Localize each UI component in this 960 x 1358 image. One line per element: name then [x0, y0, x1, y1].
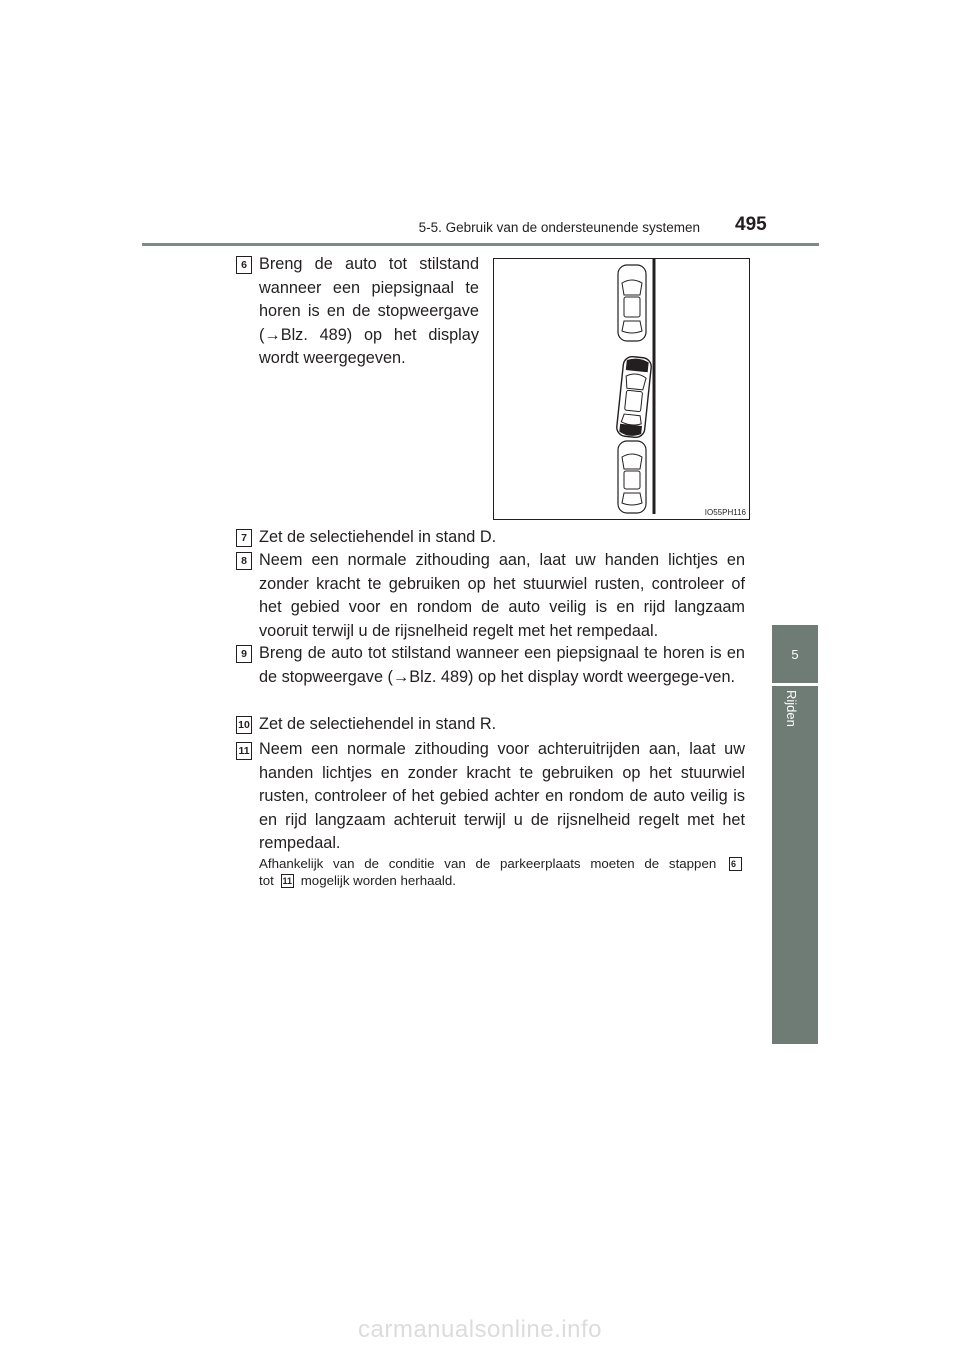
step-text-6: Breng de auto tot stilstand wanneer een piepsignaal te horen is en de stopweergave (→Blz. 489) op het display wordt weergegeven.	[259, 255, 479, 367]
step-text-9: Breng de auto tot stilstand wanneer een piepsignaal te horen is en de stopweergave (→Blz. 489) op het display wordt weergege-ven.	[259, 644, 745, 686]
chapter-number: 5	[791, 646, 799, 662]
maneuvering-car	[616, 356, 652, 438]
parallel-parking-diagram	[494, 259, 749, 519]
step-badge-11: 11	[236, 742, 252, 760]
chapter-tab	[772, 625, 818, 683]
figure-code: IO55PH116	[704, 508, 746, 517]
note-step-badge-11: 11	[282, 876, 293, 887]
repeat-note	[259, 855, 745, 889]
step-text-11: Neem een normale zithouding voor achteruitrijden aan, laat uw handen lichtjes en zonder kracht te gebruiken op het stuurwiel rusten, controleer of het gebied achter en rondom de auto veilig is en rijd langzaam achteruit terwijl u de rijsnelheid regelt met het rempedaal.	[259, 740, 745, 852]
step-badge-6: 6	[236, 256, 252, 274]
step-text-7: Zet de selectiehendel in stand D.	[259, 528, 497, 546]
parked-car-front	[618, 265, 646, 341]
step-badge-7: 7	[236, 529, 252, 547]
page-number: 495	[735, 214, 767, 235]
step-badge-10: 10	[236, 716, 252, 734]
parked-car-rear	[618, 441, 646, 513]
watermark: carmanualsonline.info	[358, 1316, 602, 1343]
step-text-10: Zet de selectiehendel in stand R.	[259, 715, 497, 733]
step-badge-8: 8	[236, 552, 252, 570]
note-line2-prefix: tot	[259, 873, 274, 888]
header-section-title: 5-5. Gebruik van de ondersteunende systemen	[418, 220, 700, 235]
note-line1-text: Afhankelijk van de conditie van de parkeerplaats moeten de stappen	[259, 856, 717, 871]
chapter-side-bar	[772, 686, 818, 1044]
note-line2-text: mogelijk worden herhaald.	[300, 873, 456, 888]
chapter-label: Rijden	[784, 690, 799, 727]
note-step-badge-6: 6	[729, 857, 742, 871]
header-rule	[142, 243, 819, 246]
parking-illustration	[493, 258, 750, 520]
step-badge-9: 9	[236, 645, 252, 663]
step-text-8: Neem een normale zithouding aan, laat uw handen lichtjes en zonder kracht te gebruiken op het stuurwiel rusten, controleer of het gebied voor en rondom de auto veilig is en rijd langzaam vooruit terwijl u de rijsnelheid regelt met het rempedaal.	[259, 551, 745, 640]
